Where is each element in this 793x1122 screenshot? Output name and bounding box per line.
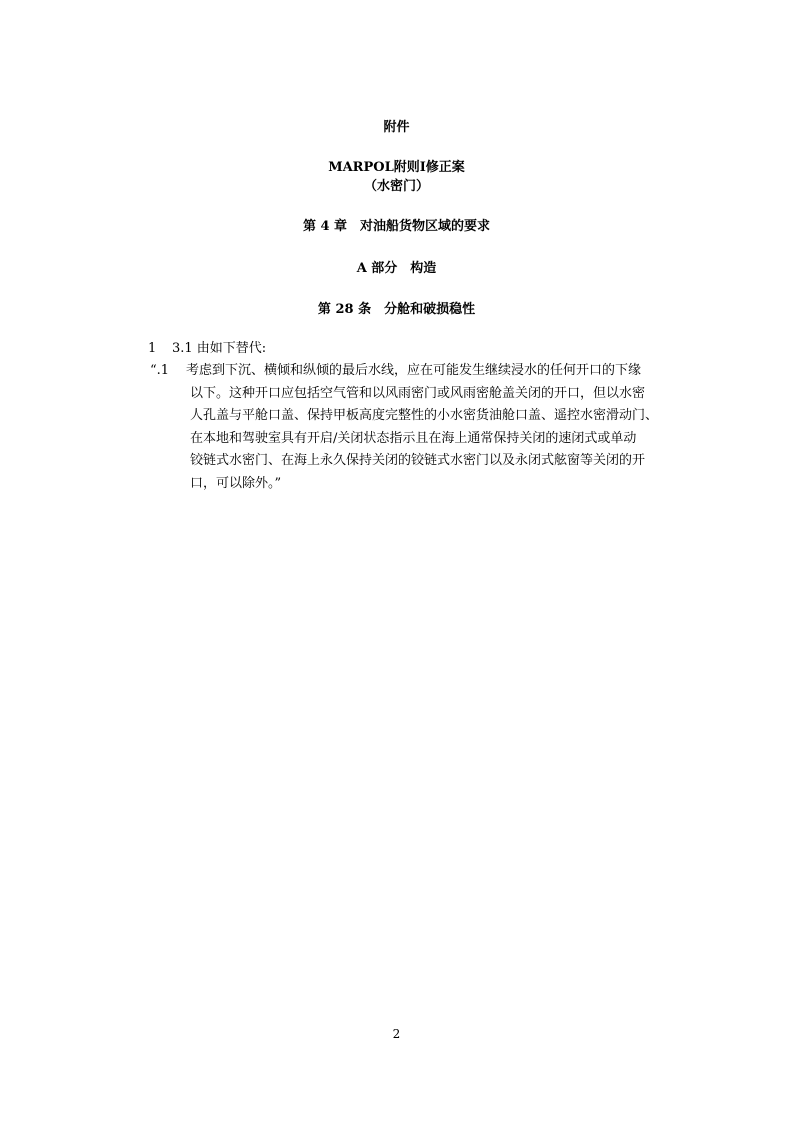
subparagraph-line: 口，可以除外。” bbox=[190, 475, 282, 491]
subparagraph-text bbox=[186, 360, 674, 495]
subparagraph-line: 在本地和驾驶室具有开启/关闭状态指示且在海上通常保持关闭的速闭式或单动 bbox=[190, 430, 637, 446]
annex-label: 附件 bbox=[383, 120, 410, 135]
part-heading: A 部分 构造 bbox=[356, 261, 437, 276]
subparagraph-line: 人孔盖与平舱口盖、保持甲板高度完整性的小水密货油舱口盖、遥控水密滑动门、 bbox=[190, 408, 659, 423]
regulation-heading: 第 28 条 分舱和破损稳性 bbox=[317, 302, 476, 317]
chapter-heading: 第 4 章 对油船货物区域的要求 bbox=[302, 219, 491, 234]
subparagraph-line: 考虑到下沉、横倾和纵倾的最后水线，应在可能发生继续浸水的任何开口的下缘 bbox=[186, 363, 642, 378]
item-number: 1 bbox=[148, 341, 157, 356]
item-instruction: 3.1 由如下替代: bbox=[172, 341, 267, 356]
amendment-title: MARPOL附则I修正案 bbox=[328, 160, 465, 175]
subparagraph-line: 铰链式水密门、在海上永久保持关闭的铰链式水密门以及永闭式舷窗等关闭的开 bbox=[190, 453, 646, 468]
page-number: 2 bbox=[392, 1027, 401, 1041]
amendment-subtitle: （水密门） bbox=[363, 179, 429, 194]
subparagraph-line: 以下。这种开口应包括空气管和以风雨密门或风雨密舱盖关闭的开口，但以水密 bbox=[190, 385, 646, 401]
subparagraph-marker: “.1 bbox=[150, 363, 170, 378]
